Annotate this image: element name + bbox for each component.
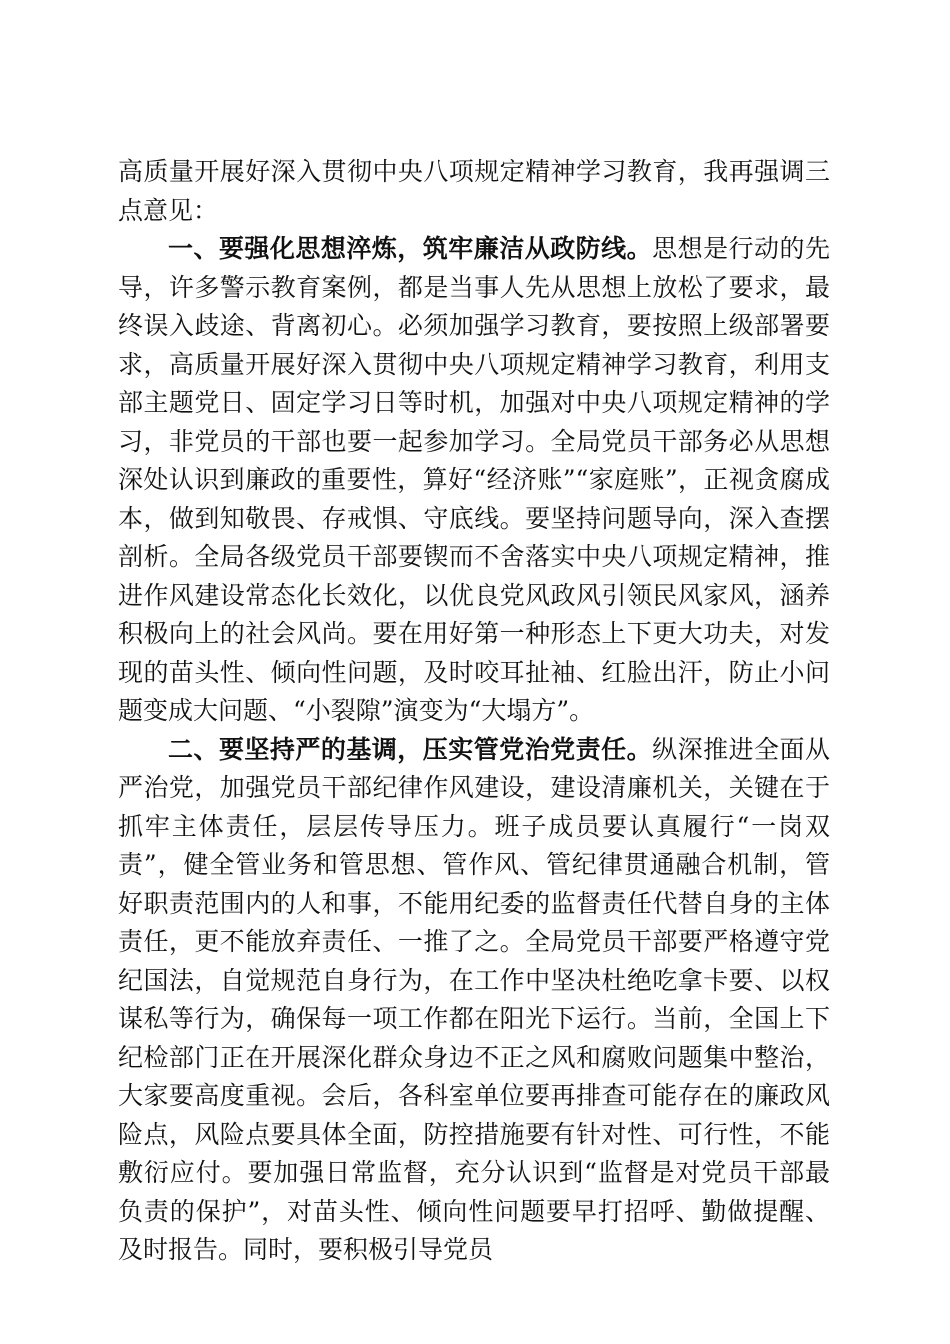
paragraph-intro-text: 高质量开展好深入贯彻中央八项规定精神学习教育，我再强调三点意见： (118, 157, 830, 225)
paragraph-point-2 (118, 731, 830, 1270)
point-1-heading: 一、要强化思想淬炼，筑牢廉洁从政防线。 (168, 234, 653, 263)
document-body (118, 153, 830, 1270)
paragraph-intro (118, 153, 830, 230)
point-1-text: 思想是行动的先导，许多警示教育案例，都是当事人先从思想上放松了要求，最终误入歧途、背离初心。必须加强学习教育，要按照上级部署要求，高质量开展好深入贯彻中央八项规定精神学习教育，利用支部主题党日、固定学习日等时机，加强对中央八项规定精神的学习，非党员的干部也要一起参加学习。全局党员干部务必从思想深处认识到廉政的重要性，算好“经济账”“家庭账”，正视贪腐成本，做到知敬畏、存戒惧、守底线。要坚持问题导向，深入查摆剖析。全局各级党员干部要锲而不舍落实中央八项规定精神，推进作风建设常态化长效化，以优良党风政风引领民风家风，涵养积极向上的社会风尚。要在用好第一种形态上下更大功夫，对发现的苗头性、倾向性问题，及时咬耳扯袖、红脸出汗，防止小问题变成大问题、“小裂隙”演变为“大塌方”。 (118, 234, 830, 725)
paragraph-point-1 (118, 230, 830, 731)
point-2-heading: 二、要坚持严的基调，压实管党治党责任。 (168, 734, 653, 764)
point-2-text: 纵深推进全面从严治党，加强党员干部纪律作风建设，建设清廉机关，关键在于抓牢主体责任，层层传导压力。班子成员要认真履行“一岗双责”，健全管业务和管思想、管作风、管纪律贯通融合机制，管好职责范围内的人和事，不能用纪委的监督责任代替自身的主体责任，更不能放弃责任、一推了之。全局党员干部要严格遵守党纪国法，自觉规范自身行为，在工作中坚决杜绝吃拿卡要、以权谋私等行为，确保每一项工作都在阳光下运行。当前，全国上下纪检部门正在开展深化群众身边不正之风和腐败问题集中整治，大家要高度重视。会后，各科室单位要再排查可能存在的廉政风险点，风险点要具体全面，防控措施要有针对性、可行性，不能敷衍应付。要加强日常监督，充分认识到“监督是对党员干部最负责的保护”，对苗头性、倾向性问题要早打招呼、勤做提醒、及时报告。同时，要积极引导党员 (118, 734, 830, 1264)
